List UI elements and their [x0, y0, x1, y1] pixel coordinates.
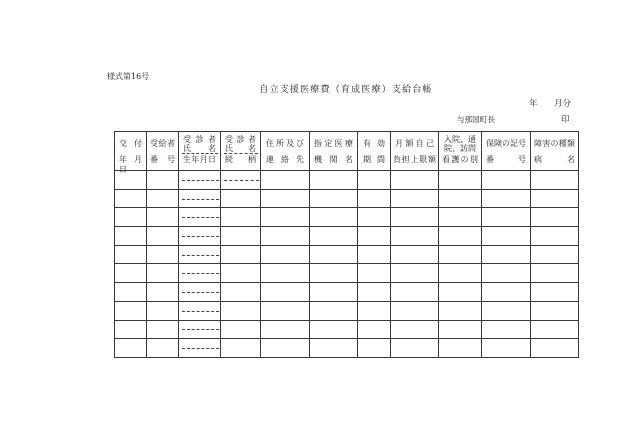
seal-mark: 印: [561, 115, 570, 125]
header-label: 氏名: [225, 144, 256, 153]
ledger-cell: [147, 264, 179, 283]
ledger-cell: [391, 227, 439, 246]
ledger-cell: [147, 339, 179, 358]
ledger-cell: [115, 264, 147, 283]
ledger-cell: [115, 283, 147, 302]
ledger-cell: [391, 283, 439, 302]
header-label: 住所及び: [266, 139, 304, 148]
col-issue-date: [115, 132, 147, 174]
ledger-cell: [358, 339, 391, 358]
dashed-divider: [182, 348, 219, 349]
ledger-cell: [482, 301, 531, 320]
ledger-cell: [531, 301, 579, 320]
ledger-row: [115, 339, 579, 358]
ledger-cell: [358, 208, 391, 227]
ledger-cell: [115, 227, 147, 246]
ledger-cell: [310, 227, 358, 246]
ledger-cell: [391, 189, 439, 208]
ledger-cell: [358, 264, 391, 283]
ledger-cell: [531, 227, 579, 246]
header-label: 受診者: [225, 135, 256, 144]
ledger-cell: [482, 227, 531, 246]
ledger-cell: [310, 320, 358, 339]
ledger-cell: [310, 189, 358, 208]
header-sublabel: 看護の別: [442, 155, 478, 164]
header-sublabel: 病名: [534, 155, 575, 164]
ledger-cell: [261, 245, 310, 264]
dashed-divider: [182, 329, 219, 330]
ledger-cell: [310, 208, 358, 227]
ledger-cell: [179, 171, 221, 190]
ledger-cell: [439, 245, 482, 264]
ledger-cell: [358, 227, 391, 246]
ledger-cell: [531, 245, 579, 264]
ledger-body: [115, 171, 579, 358]
ledger-row: [115, 283, 579, 302]
header-label: 交付: [119, 139, 142, 148]
ledger-cell: [115, 320, 147, 339]
ledger-cell: [391, 208, 439, 227]
ledger-cell: [358, 171, 391, 190]
ledger-cell: [115, 301, 147, 320]
header-label: 月額自己: [395, 139, 434, 148]
ledger-cell: [531, 264, 579, 283]
ledger-cell: [221, 171, 261, 190]
ledger-cell: [391, 320, 439, 339]
header-label: 氏名: [183, 144, 216, 153]
header-label: 保険の記号: [486, 139, 526, 148]
ledger-cell: [221, 189, 261, 208]
ledger-cell: [261, 171, 310, 190]
issuer-name: 与那国町長: [457, 115, 495, 124]
ledger-cell: [531, 208, 579, 227]
year-label: 年: [529, 99, 538, 109]
ledger-cell: [531, 339, 579, 358]
ledger-cell: [147, 320, 179, 339]
ledger-cell: [439, 301, 482, 320]
ledger-cell: [221, 227, 261, 246]
ledger-cell: [310, 171, 358, 190]
ledger-cell: [439, 320, 482, 339]
ledger-cell: [115, 245, 147, 264]
ledger-row: [115, 208, 579, 227]
col-patient-name-birthdate: [179, 132, 221, 171]
dashed-divider: [182, 292, 219, 293]
col-insurance-number: [482, 132, 531, 171]
ledger-cell: [310, 264, 358, 283]
ledger-cell: [531, 320, 579, 339]
ledger-cell: [147, 208, 179, 227]
ledger-cell: [310, 245, 358, 264]
header-row: [115, 132, 579, 171]
ledger-cell: [147, 283, 179, 302]
ledger-cell: [179, 245, 221, 264]
ledger-cell: [179, 301, 221, 320]
ledger-cell: [261, 189, 310, 208]
col-disability-type-disease: [531, 132, 579, 171]
ledger-row: [115, 245, 579, 264]
ledger-cell: [147, 189, 179, 208]
dashed-divider: [182, 153, 218, 154]
ledger-cell: [482, 171, 531, 190]
ledger-cell: [179, 227, 221, 246]
form-number: 様式第16号: [107, 72, 150, 81]
document-title: 自立支援医療費（育成医療）支給台帳: [259, 85, 433, 95]
ledger-cell: [147, 301, 179, 320]
ledger-row: [115, 264, 579, 283]
dashed-divider: [182, 311, 219, 312]
ledger-table: [114, 131, 579, 358]
ledger-cell: [358, 301, 391, 320]
dashed-divider: [182, 255, 219, 256]
ledger-cell: [115, 339, 147, 358]
ledger-cell: [391, 264, 439, 283]
col-designated-medical-institution: [310, 132, 358, 171]
ledger-cell: [482, 189, 531, 208]
header-label: 入院、通: [444, 135, 476, 144]
ledger-cell: [261, 301, 310, 320]
header-sublabel: 番号: [150, 155, 175, 164]
col-validity-period: [358, 132, 391, 171]
ledger-cell: [221, 283, 261, 302]
ledger-cell: [261, 264, 310, 283]
ledger-cell: [482, 208, 531, 227]
ledger-cell: [147, 171, 179, 190]
ledger-cell: [179, 320, 221, 339]
header-sublabel: 機関名: [314, 155, 353, 164]
ledger-cell: [221, 339, 261, 358]
header-sublabel: 負担上限額: [393, 155, 436, 164]
header-label: 受給者: [150, 139, 175, 148]
header-sublabel: 期間: [363, 155, 385, 164]
ledger-cell: [358, 245, 391, 264]
ledger-row: [115, 171, 579, 190]
ledger-cell: [358, 320, 391, 339]
ledger-cell: [179, 264, 221, 283]
col-patient-name-relationship: [221, 132, 261, 171]
ledger-cell: [221, 301, 261, 320]
ledger-cell: [221, 264, 261, 283]
header-label: 障害の種類: [534, 139, 575, 148]
header-label: 院、訪問: [444, 144, 476, 153]
ledger-cell: [531, 171, 579, 190]
header-label: 有効: [363, 139, 385, 148]
ledger-cell: [439, 208, 482, 227]
ledger-cell: [179, 189, 221, 208]
ledger-cell: [261, 283, 310, 302]
ledger-row: [115, 227, 579, 246]
ledger-cell: [482, 264, 531, 283]
ledger-cell: [147, 227, 179, 246]
header-label: 受診者: [183, 135, 216, 144]
dashed-divider: [182, 273, 219, 274]
ledger-cell: [221, 208, 261, 227]
ledger-cell: [310, 283, 358, 302]
ledger-cell: [179, 283, 221, 302]
ledger-row: [115, 320, 579, 339]
ledger-cell: [439, 189, 482, 208]
col-address-contact: [261, 132, 310, 171]
col-care-type: [439, 132, 482, 171]
ledger-cell: [482, 245, 531, 264]
header-sublabel: 年月日: [119, 155, 142, 174]
header-sublabel: 番号: [486, 155, 526, 164]
ledger-cell: [221, 320, 261, 339]
month-label: 月分: [554, 99, 572, 109]
ledger-cell: [482, 283, 531, 302]
ledger-cell: [115, 189, 147, 208]
ledger-cell: [115, 208, 147, 227]
dashed-divider: [224, 180, 259, 181]
ledger-cell: [147, 245, 179, 264]
ledger-cell: [358, 283, 391, 302]
ledger-cell: [261, 227, 310, 246]
ledger-cell: [221, 245, 261, 264]
ledger-cell: [439, 339, 482, 358]
ledger-cell: [531, 283, 579, 302]
col-monthly-copay-limit: [391, 132, 439, 171]
dashed-divider: [182, 217, 219, 218]
ledger-cell: [391, 171, 439, 190]
header-sublabel: 連絡先: [266, 155, 304, 164]
ledger-cell: [482, 339, 531, 358]
header-sublabel: 続柄: [225, 155, 256, 164]
ledger-cell: [261, 339, 310, 358]
ledger-cell: [391, 245, 439, 264]
ledger-cell: [531, 189, 579, 208]
dashed-divider: [182, 180, 219, 181]
ledger-cell: [482, 320, 531, 339]
ledger-cell: [115, 171, 147, 190]
dashed-divider: [182, 199, 219, 200]
ledger-cell: [179, 339, 221, 358]
ledger-cell: [179, 208, 221, 227]
dashed-divider: [224, 153, 258, 154]
ledger-cell: [358, 189, 391, 208]
dashed-divider: [182, 236, 219, 237]
ledger-cell: [439, 264, 482, 283]
header-sublabel: 生年月日: [183, 155, 216, 164]
col-recipient-number: [147, 132, 179, 171]
ledger-cell: [261, 320, 310, 339]
ledger-cell: [439, 227, 482, 246]
ledger-row: [115, 189, 579, 208]
ledger-cell: [261, 208, 310, 227]
ledger-cell: [310, 339, 358, 358]
ledger-row: [115, 301, 579, 320]
ledger-cell: [391, 301, 439, 320]
ledger-cell: [439, 171, 482, 190]
ledger-cell: [310, 301, 358, 320]
ledger-cell: [391, 339, 439, 358]
ledger-cell: [439, 283, 482, 302]
header-label: 指定医療: [314, 139, 353, 148]
